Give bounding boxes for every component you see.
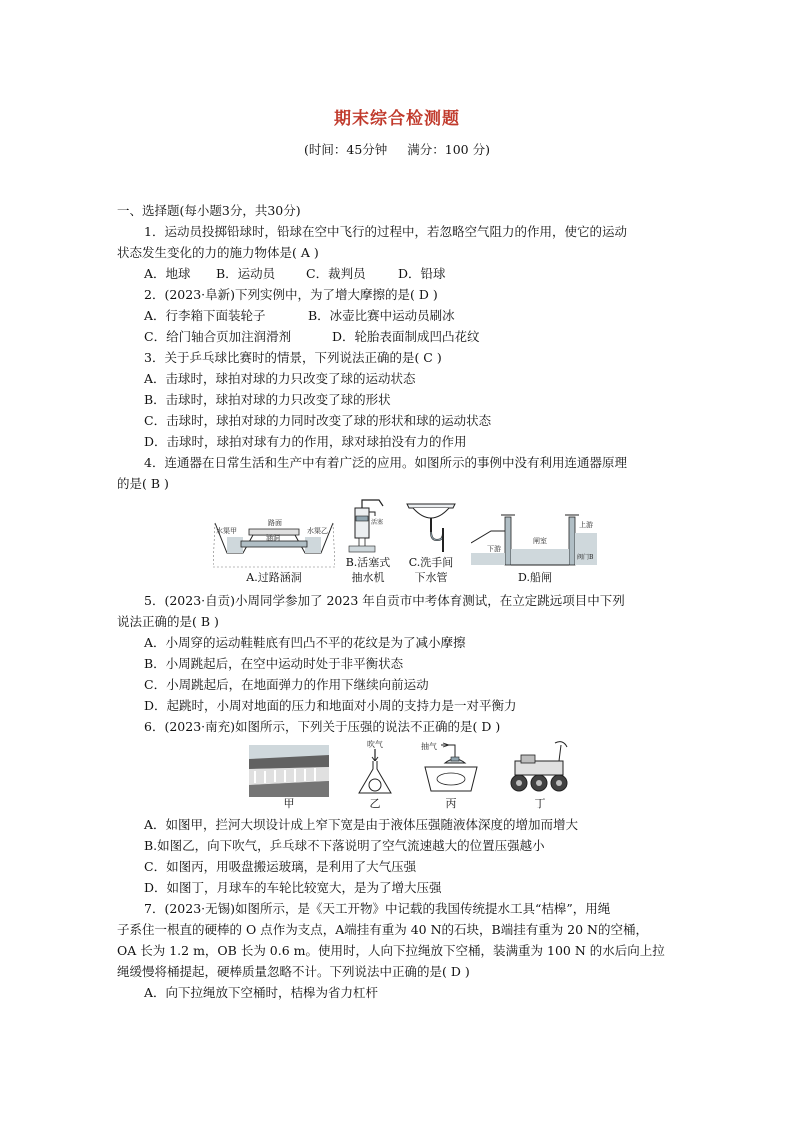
- pump-out-label: 抽气: [421, 742, 437, 751]
- drain-drawing: [405, 498, 457, 554]
- dam-photo: [249, 745, 329, 797]
- q4-line2: 的是( B ): [117, 476, 169, 491]
- page-subtitle: [0, 140, 794, 158]
- culvert-drawing: [213, 513, 335, 569]
- q3-option-c: C．击球时，球拍对球的力同时改变了球的形状和球的运动状态: [144, 413, 492, 428]
- q2-option-c: C．给门轴合页加注润滑剂: [144, 329, 292, 344]
- q4-figure: [117, 498, 677, 584]
- figure-c-caption2: 下水管: [414, 571, 448, 584]
- figure-c-caption1: C.洗手间: [408, 556, 454, 569]
- figure-jia-label: 甲: [283, 797, 295, 810]
- lock-chamber-label: 闸室: [533, 537, 547, 545]
- q3-line1: 3．关于乒乓球比赛时的情景，下列说法正确的是( C ): [144, 350, 442, 365]
- q1-option-c: C．裁判员: [306, 266, 366, 281]
- q6-option-a: A．如图甲，拦河大坝设计成上窄下宽是由于液体压强随液体深度的增加而增大: [144, 817, 579, 832]
- q5-line2: 说法正确的是( B ): [117, 614, 219, 629]
- q7-line1: 7．(2023·无锡)如图所示，是《天工开物》中记载的我国传统提水工具“桔槔”，用绳: [144, 901, 611, 916]
- section-heading: 一、选择题(每小题3分，共30分): [117, 203, 301, 218]
- q7-option-a: A．向下拉绳放下空桶时，桔槔为省力杠杆: [144, 985, 379, 1000]
- downstream-label: 下游: [487, 545, 501, 553]
- q2-option-d: D．轮胎表面制成凹凸花纹: [332, 329, 480, 344]
- canal-a-label: 水渠甲: [216, 527, 237, 535]
- figure-yi-label: 乙: [369, 797, 381, 810]
- q4-line1: 4．连通器在日常生活和生产中有着广泛的应用。如图所示的事例中没有利用连通器原理: [144, 455, 627, 470]
- q3-option-a: A．击球时，球拍对球的力只改变了球的运动状态: [144, 371, 416, 386]
- full-score: 满分：100 分): [407, 142, 490, 157]
- figure-jia-dam: [249, 745, 329, 810]
- canal-b-label: 水渠乙: [307, 527, 328, 535]
- q1-option-b: B．运动员: [216, 266, 276, 281]
- q6-option-c: C．如图丙，用吸盘搬运玻璃，是利用了大气压强: [144, 859, 417, 874]
- q7-line3: OA 长为 1.2 m，OB 长为 0.6 m。使用时，人向下拉绳放下空桶，装满重为 100 N 的水后向上拉: [117, 943, 665, 958]
- figure-b-pump: [343, 498, 393, 584]
- q2-option-a: A．行李箱下面装轮子: [144, 308, 266, 323]
- q3-option-d: D．击球时，球拍对球有力的作用，球对球拍没有力的作用: [144, 434, 467, 449]
- q5-option-b: B．小周跳起后，在空中运动时处于非平衡状态: [144, 656, 404, 671]
- lunar-rover-drawing: [505, 739, 575, 797]
- suction-cup-drawing: [421, 739, 481, 797]
- pump-drawing: [343, 498, 393, 554]
- funnel-drawing: [353, 739, 397, 797]
- q1-options: [117, 263, 677, 284]
- q2-option-b: B．冰壶比赛中运动员刷冰: [308, 308, 455, 323]
- q6-option-b: B.如图乙，向下吹气，乒乓球不下落说明了空气流速越大的位置压强越小: [144, 838, 545, 853]
- q6-line1: 6．(2023·南充)如图所示，下列关于压强的说法不正确的是( D ): [144, 719, 501, 734]
- q2-line1: 2．(2023·阜新)下列实例中，为了增大摩擦的是( D ): [144, 287, 438, 302]
- figure-bing-label: 丙: [445, 797, 457, 810]
- figure-b-caption2: 抽水机: [351, 571, 385, 584]
- q5-option-a: A．小周穿的运动鞋鞋底有凹凸不平的花纹是为了减小摩擦: [144, 635, 466, 650]
- q5-option-c: C．小周跳起后，在地面弹力的作用下继续向前运动: [144, 677, 429, 692]
- valve-b-label: 阀门B: [577, 554, 594, 561]
- q6-figure: [117, 739, 677, 810]
- q5-option-d: D．起跳时，小周对地面的压力和地面对小周的支持力是一对平衡力: [144, 698, 517, 713]
- blow-label: 吹气: [367, 740, 383, 749]
- q2-options-ab: [117, 305, 677, 326]
- q2-options-cd: [117, 326, 677, 347]
- q5-line1: 5．(2023·自贡)小周同学参加了 2023 年自贡市中考体育测试，在立定跳远项目中下列: [144, 593, 625, 608]
- upstream-label: 上游: [579, 521, 593, 529]
- figure-bing-suction: [421, 739, 481, 810]
- figure-b-caption1: B.活塞式: [345, 556, 391, 569]
- q1-line2: 状态发生变化的力的施力物体是( A ): [117, 245, 319, 260]
- q7-line4: 绳缓慢将桶提起，硬棒质量忽略不计。下列说法中正确的是( D ): [117, 964, 470, 979]
- figure-a-culvert: [213, 513, 335, 584]
- q7-line2: 子系住一根直的硬棒的 O 点作为支点，A端挂有重为 40 N的石块，B端挂有重为 20 N的空桶，: [117, 922, 648, 937]
- q1-option-d: D．铅球: [398, 266, 446, 281]
- figure-d-caption: D.船闸: [518, 571, 552, 584]
- figure-yi-funnel: [353, 739, 397, 810]
- q1-option-a: A．地球: [144, 266, 191, 281]
- road-label: 路面: [268, 519, 282, 527]
- q1-line1: 1．运动员投掷铅球时，铅球在空中飞行的过程中，若忽略空气阻力的作用，使它的运动: [144, 224, 627, 239]
- q6-option-d: D．如图丁，月球车的车轮比较宽大，是为了增大压强: [144, 880, 442, 895]
- figure-ding-label: 丁: [534, 797, 546, 810]
- question-body: [117, 200, 677, 1003]
- piston-label: 活塞: [371, 519, 384, 526]
- figure-a-caption: A.过路涵洞: [246, 571, 302, 584]
- figure-c-drain: [405, 498, 457, 584]
- ship-lock-drawing: [471, 513, 599, 569]
- figure-ding-rover: [505, 739, 575, 810]
- time-limit: (时间：45分钟: [304, 142, 388, 157]
- culvert-label: 涵洞: [266, 534, 280, 542]
- figure-d-lock: [471, 513, 599, 584]
- q3-option-b: B．击球时，球拍对球的力只改变了球的形状: [144, 392, 391, 407]
- page-title: 期末综合检测题: [334, 109, 460, 129]
